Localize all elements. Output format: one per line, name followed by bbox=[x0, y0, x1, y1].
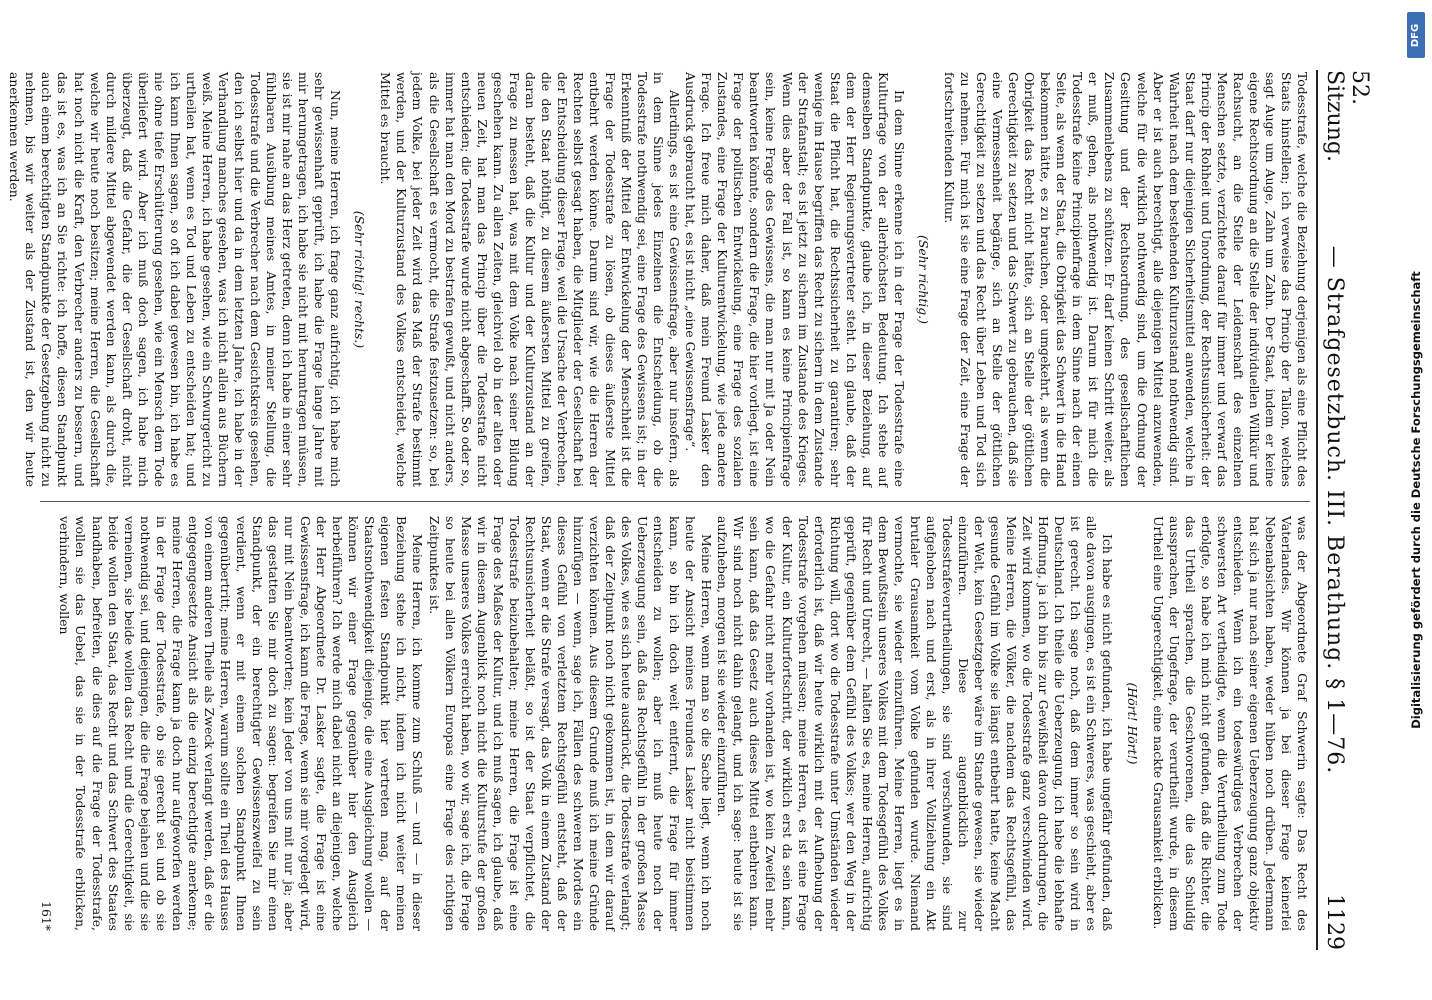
signature-mark: 161* bbox=[39, 901, 55, 931]
reaction-cue: (Sehr richtig! rechts.) bbox=[352, 210, 368, 349]
reaction-cue: (Sehr richtig.) bbox=[915, 235, 931, 324]
digitization-watermark bbox=[1406, 20, 1426, 980]
page-number: 1129 bbox=[1322, 894, 1347, 950]
paragraph: was der Abgeordnete Graf Schwerin sagte: Das Recht des Vaterlandes. Wir können ja bei dieser Frage keinerlei Nebenabsichten haben, weder hüben noch drüben. Jedermann hat sich ja nur nach seiner eigenen Ueberzeugung ganz objektiv entschieden. Wenn ich ein todeswürdiges Verbrechen der schwersten Art vertheidigte, wenn die Verurtheilung zum Tode erfolgte, so habe ich mich nicht gefunden, daß die Richter, die das Urtheil sprachen, die Geschworenen, die das Schuldig aussprachen, der Ungefrage, der verurtheilt wurde, in diesem Urtheil eine Ungerechtigkeit, eine nackte Grausamkeit erblicken. bbox=[1150, 516, 1310, 931]
watermark-text: Digitalisierung gefördert durch die Deutsche Forschungsgemeinschaft bbox=[1409, 271, 1423, 729]
reaction-cue: (Hört! Hört!) bbox=[1124, 682, 1140, 765]
session-number: 52. Sitzung. bbox=[1322, 70, 1372, 162]
paragraph: Nun, meine Herren, ich frage ganz aufrichtig, ich habe mich sehr gewissenhaft geprüft, ich habe die Frage lange Jahre mit mir herumgetragen, ich habe sie nicht mit herumtragen müssen, sie ist mir nahe an das Herz getreten, denn ich habe in einer sehr fühlbaren Ausübung meines Amtes, in meiner Stellung, die Todesstrafe und die Verbrecher nach dem Gesichtskreis gesehen, den ich selbst hier und da in dem letzten Jahre, ich habe in der Verhandlung manches gesehen, was ich nicht allein aus Büchern weiß. Meine Herren, ich habe gesehen, wie ein Schwurgericht zu urtheilen hat, wenn es Tod und Leben zu entscheiden hat; und ich kann Ihnen sagen, so oft ich dabei gewesen bin, ich habe es nie ohne tiefe Erschütterung gesehen, wie ein Mensch dem Tode überliefert wird. Aber ich muß doch sagen, ich habe mich überzeugt, daß die Gefahr, die der Gesellschaft droht, nicht durch mildere Mittel abgewendet werden kann, als durch die, welche wir heute noch besitzen; meine Herren, die Gesellschaft hat noch nicht die Kraft, den Verbrecher anders zu bessern, und das ist es, was ich an Sie richte: ich hoffe, diesen Standpunkt auch einem berechtigten Standpunkte der Gesetzgebung nicht zu nehmen, bis wir weiter als der Zustand ist, den wir heute anerkennen werden. bbox=[7, 72, 344, 487]
dfg-logo: DFG bbox=[1407, 12, 1425, 58]
paragraph: Allerdings, es ist eine Gewissensfrage, aber nur insofern, als in dem Sinne jedes Einzelnen die Entscheidung, ob die Todesstrafe nothwendig sei, eine Frage des Gewissens ist; in der Erkenntniß der Mittel der Entwickelung der Menschheit ist die Frage der Todesstrafe zu lösen, ob dieses äußerste Mittel entbehrt werden könne. Darum sind wir, wie die Herren der Rechten selbst gesagt haben, die Mitglieder der Gesellschaft bei der Entscheidung dieser Frage, weil die Ursache der Verbrechen, die den Staat nöthigt, zu diesem äußersten Mittel zu greifen, daran besteht, daß die Kultur und der Kulturzustand an der Frage zu messen hat, was mit dem Volke nach seiner Bildung geschehen kann. Zu allen Zeiten, gleichviel ob in der alten oder neuen Zeit, hat man das Princip über die Todesstrafe nicht entschieden; die Todesstrafe wurde nicht abgeschafft. So oder so, immer hat man den Mord zu bestrafen gewußt, und nicht anders, als die Gesellschaft es vermocht, die Strafe festzusetzen: so, bei jedem Volke, bei jeder Zeit wird das Maß der Strafe bestimmt werden, und der Kulturzustand des Volkes entscheidet, welche Mittel es braucht. bbox=[378, 72, 683, 487]
paragraph: Ich habe es nicht gefunden, ich habe ungefähr gefunden, daß alle davon ausgingen, es ist ein Schweres, was geschieht, aber es ist gerecht. Ich sage noch, daß dem immer so sein wird in Deutschland. Ich theile die Ueberzeugung, ich habe die lebhafte Hoffnung, ja ich bin bis zur Gewißheit davon durchdrungen, die Zeit wird kommen, wo die Todesstrafe ganz verschwinden wird. Meine Herren, die Völker, die nachdem das Rechtsgefühl, das gesunde Gefühl im Volke sie längst entbehrt hatte, keine Macht der Welt, kein Gesetzgeber wäre im Stande gewesen, sie wieder einzuführen. Diese augenblicklich zur Todesstrafeverurtheilungen, sie sind verschwunden, sie sind aufgehoben nach und erst, als in ihrer Vollziehung ein Akt brutaler Grausamkeit vom Volke gefunden wurde. Niemand vermochte, sie wieder einzuführen. Meine Herren, liegt es in dem Bewußtsein unseres Volkes mit dem Todesgefühl des Volkes für Recht und Unrecht, — halten Sie es, meine Herren, aufrichtig geprüft, gegenüber dem Gefühl des Volkes; wer den Weg in der Richtung will, dort wo die Todesstrafe unter Umständen wieder erforderlich ist, daß wir heute wirklich mit der Aufhebung der Todesstrafe vorgehen müssen; meine Herren, es ist eine Frage der Kultur, ein Kulturfortschritt, der wirklich erst da sein kann, wo die Gefahr nicht mehr vorhanden ist, wo kein Zweifel mehr sein kann, daß das Gesetz auch dieses Mittel entbehren kann. Wir sind noch nicht dahin gelangt, und ich sage: heute ist sie aufzuheben, morgen ist sie wieder einzuführen. bbox=[715, 516, 1116, 931]
page-header bbox=[1316, 70, 1372, 950]
right-text-column bbox=[38, 516, 1310, 931]
paragraph: In dem Sinne erkenne ich in der Frage der Todesstrafe eine Kulturfrage von der allerhöchsten Bedeutung. Ich stehe auf demselben Standpunkte, glaube ich, in dieser Beziehung, auf dem der Herr Regierungsvertreter steht. Ich glaube, daß der Staat die Pflicht hat, die Rechtssicherheit zu garantiren; sehr wenige im Hause begriffen das Recht zu sichern in dem Zustande der Strafanstalt; es ist jetzt zu sichern im Zustande des Krieges. Wenn dies aber der Fall ist, so kann es keine Principienfrage sein, keine Frage des Gewissens, die man nur mit Ja oder Nein beantworten könnte, sondern die Frage, die hier vorliegt, ist eine Frage der politischen Entwickelung, eine Frage des sozialen Zustandes, eine Frage der Kulturentwickelung, wie jede andere Frage. Ich freue mich daher, daß mein Freund Lasker den Ausdruck gebraucht hat, es ist nicht „eine Gewissensfrage“. bbox=[683, 72, 907, 487]
paragraph: Todesstrafe, welche die Beziehung derjenigen als eine Pflicht des Staats hinstellen; ich verweise das Princip der Talion, welches sagt Auge um Auge, Zahn um Zahn. Der Staat, indem er keine eigene Rechtsordnung an die Stelle der individuellen Willkür und Rachsucht, an die Stelle der Leidenschaft des einzelnen Menschen setzte, verzichtete darauf für immer und verwarf das Princip der Rohheit und Unordnung, der Rechtsunsicherheit: der Staat darf nur diejenigen Sicherheitsmittel anwenden, welche in Wahrheit nach dem bestehenden Kulturzustand nothwendig sind. Aber er ist auch berechtigt, alle diejenigen Mittel anzuwenden, welche für die wirklich nothwendig sind, um die Ordnung der Gesittung und der Rechtsordnung, des gesellschaftlichen Zusammenlebens zu schützen. Er darf keinen Schritt weiter, als er muß, gehen, als nothwendig ist. Darum ist für mich die Todesstrafe keine Principienfrage in dem Sinne nach der einen Seite, als wenn der Staat, die Obrigkeit das Schwert in die Hand bekommen hätte, es zu brauchen, oder umgekehrt, als wenn die Obrigkeit das Recht nicht hätte, sich an Stelle der göttlichen Gerechtigkeit zu setzen und das Schwert zu gebrauchen, daß sie eine Vermessenheit begänge, sich an Stelle der göttlichen Gerechtigkeit zu setzen und das Recht über Leben und Tod sich zu nehmen. Für mich ist sie eine Frage der Zeit, eine Frage der fortschreitenden Kultur. bbox=[941, 72, 1310, 487]
page-title: — Strafgesetzbuch. III. Berathung. § 1—76. bbox=[1322, 245, 1347, 775]
column-divider bbox=[40, 501, 1310, 502]
paragraph: Meine Herren, wenn man so die Sache liegt, wenn ich noch heute der Ansicht meines Freundes Lasker nicht beistimmen kann, so bin ich doch weit entfernt, die Frage für immer entscheiden zu wollen; aber ich muß heute noch der Ueberzeugung sein, daß das Rechtsgefühl in der großen Masse des Volkes, wie es sich heute ausdrückt, die Todesstrafe verlangt; daß der Zeitpunkt noch nicht gekommen ist, in dem wir darauf verzichten können. Aus diesem Grunde muß ich meine Gründe hinzufügen — wenn, sage ich, Fällen des schweren Mordes ein dieses Gefühl von verletztem Rechtsgefühl entsteht, daß der Staat, wenn er die Strafe versagt, das Volk in einem Zustand der Rechtsunsicherheit beläßt, so ist der Staat verpflichtet, die Todesstrafe beizubehalten; meine Herren, die Frage ist eine Frage des Maßes der Kultur, und ich muß sagen, ich glaube, daß wir in diesem Augenblick noch nicht die Kulturstufe der großen Masse unseres Volkes erreicht haben, wo wir, sage ich, die Frage so heute bei allen Völkern Europas eine Frage des richtigen Zeitpunktes ist. bbox=[426, 516, 715, 931]
paragraph: Meine Herren, ich komme zum Schluß — und — in dieser Beziehung stehe ich nicht, indem ich nicht weiter meinen eigenen festen Standpunkt hier vertreten mag, auf der Staatsnothwendigkeit diejenige, die eine Ausgleichung wollen — können wir einer Frage gegenüber hier den Ausgleich herbeiführen? Ich werde mich dabei nicht an diejenigen, welche der Herr Abgeordnete Dr. Lasker sagte, die Frage ist eine Gewissensfrage, ich kann die Frage, wenn sie mir vorgelegt wird, nur mit Nein beantworten; kein Jeder von uns mit nur ja; aber das gestatten Sie mir doch zu sagen: begreifen Sie mir einen Standpunkt, der ein berechtigter Gewissenszweifel zu sein verdient, wenn er mit einem solchen Standpunkt Ihnen gegenübertritt; meine Herren, warum sollte ein Theil des Hauses von einem anderen Theile als Zweck verlangt werden, daß er die entgegengesetzte Ansicht als die einzig berechtigte anerkenne; meine Herren, die Frage kann ja doch nur aufgeworfen werden in der Frage der Todesstrafe, ob sie gerecht sei und ob sie nothwendig sei, und diejenigen, die die Frage bejahen und die sie verneinen, sie beide wollen das Recht und die Gerechtigkeit, sie beide wollen den Staat, das Recht und das Schwert des Staates handhaben, befreiten, die dies auf die Frage der Todesstrafe, wollen sie das Uebel, das sie in der Todesstrafe erblicken, verhindern, wollen bbox=[57, 516, 426, 931]
left-text-column bbox=[6, 72, 1310, 487]
